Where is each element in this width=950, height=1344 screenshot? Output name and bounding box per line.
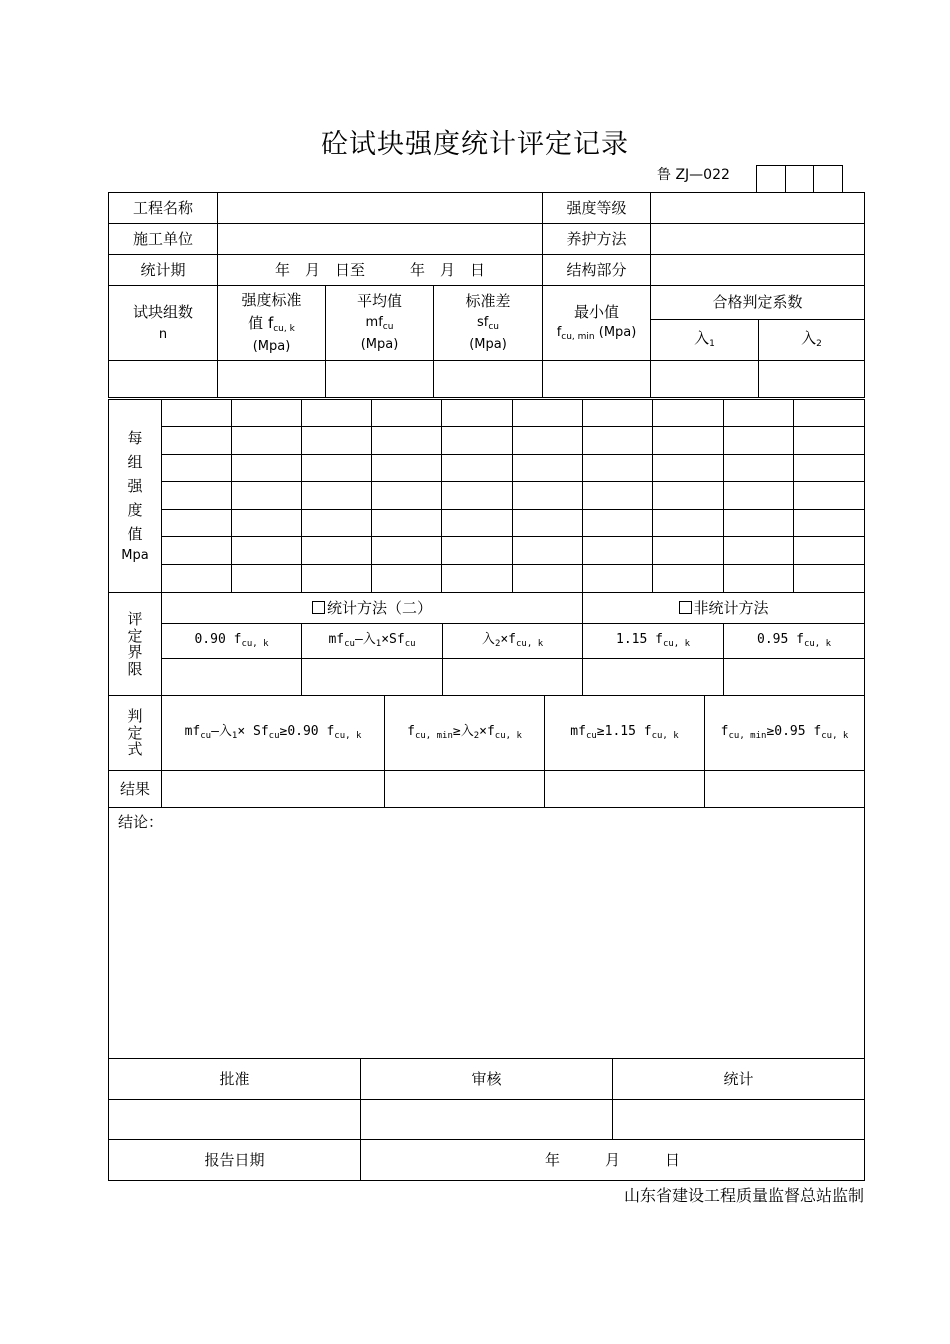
strength-cell[interactable] — [232, 510, 302, 537]
std-value-symbol: 值 f — [248, 313, 274, 332]
formula-text: mf — [570, 723, 586, 739]
formula-text: mf — [184, 723, 201, 739]
footer-issuer: 山东省建设工程质量监督总站监制 — [623, 1186, 864, 1205]
strength-cell[interactable] — [513, 565, 583, 593]
lambda2-symbol: 入 — [801, 329, 817, 348]
nonstat-method-label: 非统计方法 — [693, 598, 769, 617]
limit-text: 入 — [481, 631, 495, 647]
groups-value[interactable] — [109, 361, 218, 398]
strength-cell[interactable] — [232, 565, 302, 593]
strength-cell[interactable] — [513, 482, 583, 510]
std-dev-value[interactable] — [434, 361, 543, 398]
strength-cell[interactable] — [442, 427, 513, 455]
stat-method-label: 统计方法（二） — [327, 598, 433, 617]
form-code: 鲁 ZJ—022 — [657, 167, 730, 183]
result-label: 结果 — [109, 771, 162, 808]
strength-cell[interactable] — [442, 565, 513, 593]
strength-cell[interactable] — [162, 400, 232, 427]
strength-cell[interactable] — [232, 427, 302, 455]
strength-cell[interactable] — [162, 427, 232, 455]
limit-lambda2-header — [443, 624, 583, 659]
report-date-value: 年 月 日 — [544, 1150, 680, 1169]
limit-value-cell[interactable] — [162, 659, 302, 696]
formula-text: ≥0.90 f — [279, 723, 335, 739]
formula-subscript: cu, min — [414, 730, 453, 741]
stat-period-field[interactable] — [218, 255, 543, 286]
minimum-value[interactable] — [543, 361, 651, 398]
strength-cell[interactable] — [653, 537, 724, 565]
strength-label-char: 每 — [127, 428, 143, 447]
lambda2-header — [759, 320, 865, 361]
strength-cell[interactable] — [372, 482, 442, 510]
strength-cell[interactable] — [794, 455, 865, 482]
strength-cell[interactable] — [583, 510, 653, 537]
strength-cell[interactable] — [653, 565, 724, 593]
average-header — [326, 286, 434, 361]
judgement-label-char: 式 — [127, 740, 143, 759]
limit-value-cell[interactable] — [443, 659, 583, 696]
lambda2-value[interactable] — [759, 361, 865, 398]
approve-label: 批准 — [109, 1059, 361, 1100]
limit-value-cell[interactable] — [583, 659, 724, 696]
strength-cell[interactable] — [724, 455, 794, 482]
minimum-header — [543, 286, 651, 361]
std-dev-label: 标准差 — [465, 292, 511, 311]
strength-cell[interactable] — [794, 400, 865, 427]
strength-cell[interactable] — [302, 537, 372, 565]
limits-table — [108, 592, 865, 696]
std-value-header — [218, 286, 326, 361]
std-dev-unit: (Mpa) — [469, 337, 507, 353]
strength-label-char: 值 — [127, 524, 143, 543]
result-cell[interactable] — [385, 771, 545, 808]
formula-subscript: cu — [200, 730, 212, 741]
limit-text: 1.15 f — [616, 631, 663, 647]
strength-cell[interactable] — [162, 565, 232, 593]
strength-cell[interactable] — [302, 400, 372, 427]
strength-cell[interactable] — [583, 565, 653, 593]
strength-cell[interactable] — [372, 565, 442, 593]
strength-cell[interactable] — [302, 455, 372, 482]
strength-label-char: 强 — [127, 476, 143, 495]
construction-unit-field[interactable] — [218, 224, 543, 255]
strength-cell[interactable] — [302, 565, 372, 593]
limit-text: 0.95 f — [757, 631, 804, 647]
conclusion-field[interactable] — [109, 808, 865, 1059]
limit-subscript: 2 — [494, 638, 501, 649]
judgement-table — [108, 695, 865, 1059]
std-dev-subscript: cu — [488, 322, 500, 333]
formula-text: —入 — [211, 723, 232, 739]
strength-cell[interactable] — [583, 537, 653, 565]
strength-cell[interactable] — [372, 427, 442, 455]
statistics-label: 统计 — [613, 1059, 865, 1100]
strength-cell[interactable] — [302, 510, 372, 537]
strength-cell[interactable] — [653, 400, 724, 427]
judgement-label — [109, 696, 162, 771]
limit-mfcu-header — [302, 624, 443, 659]
lambda1-symbol: 入 — [694, 329, 710, 348]
average-label: 平均值 — [356, 292, 402, 311]
strength-cell[interactable] — [653, 510, 724, 537]
formula-text: ≥0.95 f — [766, 723, 822, 739]
strength-cell[interactable] — [724, 400, 794, 427]
std-value-value[interactable] — [218, 361, 326, 398]
limit-text: —入 — [354, 631, 376, 647]
minimum-unit: (Mpa) — [594, 325, 637, 341]
strength-cell[interactable] — [442, 455, 513, 482]
strength-grade-field[interactable] — [651, 193, 865, 224]
conclusion-label: 结论： — [118, 813, 164, 831]
limit-text: 0.90 f — [194, 631, 242, 647]
limit-subscript: cu, k — [803, 638, 832, 649]
minimum-subscript: cu, min — [561, 332, 595, 343]
strength-cell[interactable] — [162, 455, 232, 482]
result-cell[interactable] — [162, 771, 385, 808]
strength-cell[interactable] — [232, 455, 302, 482]
average-symbol: mf — [365, 315, 383, 331]
strength-cell[interactable] — [583, 455, 653, 482]
project-name-field[interactable] — [218, 193, 543, 224]
std-dev-header — [434, 286, 543, 361]
std-dev-symbol: sf — [477, 315, 489, 331]
curing-method-field[interactable] — [651, 224, 865, 255]
limit-subscript: cu, k — [662, 638, 691, 649]
std-value-subscript: cu, k — [273, 323, 295, 334]
statistics-signature[interactable] — [613, 1100, 865, 1140]
limit-subscript: cu — [344, 638, 355, 649]
strength-cell[interactable] — [724, 510, 794, 537]
structure-part-field[interactable] — [651, 255, 865, 286]
formula-text: f — [720, 723, 729, 739]
strength-cell[interactable] — [513, 455, 583, 482]
limit-text: mf — [328, 631, 345, 647]
strength-cell[interactable] — [442, 510, 513, 537]
minimum-label: 最小值 — [574, 302, 620, 321]
limit-value-cell[interactable] — [724, 659, 865, 696]
average-unit: (Mpa) — [360, 337, 399, 353]
average-value[interactable] — [326, 361, 434, 398]
strength-cell[interactable] — [653, 427, 724, 455]
report-date-field[interactable] — [361, 1140, 865, 1181]
strength-label-char: 度 — [127, 500, 143, 519]
strength-cell[interactable] — [794, 427, 865, 455]
strength-cell[interactable] — [653, 455, 724, 482]
strength-label-unit: Mpa — [121, 547, 149, 563]
strength-cell[interactable] — [232, 537, 302, 565]
formula-text: ×f — [479, 723, 495, 739]
strength-cell[interactable] — [583, 427, 653, 455]
strength-label-char: 组 — [127, 452, 143, 471]
limit-090-header — [162, 624, 302, 659]
nonstat-method-checkbox[interactable] — [679, 601, 692, 614]
stat-period-value: 年 月 日至 年 月 日 — [275, 260, 486, 279]
formula-subscript: 1 — [231, 730, 238, 741]
groups-header — [109, 286, 218, 361]
groups-symbol: n — [158, 327, 168, 343]
strength-cell[interactable] — [302, 482, 372, 510]
stat-method-checkbox[interactable] — [312, 601, 325, 614]
limits-label-char: 界 — [127, 643, 143, 661]
limits-label — [109, 593, 162, 696]
strength-cell[interactable] — [513, 537, 583, 565]
strength-cell[interactable] — [653, 482, 724, 510]
project-name-label: 工程名称 — [109, 193, 218, 224]
groups-label: 试块组数 — [132, 302, 193, 321]
strength-cell[interactable] — [513, 400, 583, 427]
code-box[interactable] — [785, 165, 814, 192]
limits-label-char: 限 — [127, 659, 143, 678]
limit-value-cell[interactable] — [302, 659, 443, 696]
strength-cell[interactable] — [724, 427, 794, 455]
review-label: 审核 — [361, 1059, 613, 1100]
formula-subscript: 2 — [473, 730, 480, 741]
approve-signature[interactable] — [109, 1100, 361, 1140]
construction-unit-label: 施工单位 — [109, 224, 218, 255]
strength-cell[interactable] — [442, 482, 513, 510]
judge-formula-3 — [545, 696, 705, 771]
strength-cell[interactable] — [794, 537, 865, 565]
curing-method-label: 养护方法 — [543, 224, 651, 255]
strength-cell[interactable] — [794, 565, 865, 593]
strength-cell[interactable] — [724, 537, 794, 565]
coefficient-header: 合格判定系数 — [651, 286, 865, 320]
formula-text: × Sf — [237, 723, 269, 739]
formula-subscript: cu, k — [821, 730, 849, 741]
strength-cell[interactable] — [162, 482, 232, 510]
result-cell[interactable] — [545, 771, 705, 808]
judge-formula-4 — [705, 696, 865, 771]
strength-cell[interactable] — [372, 400, 442, 427]
formula-subscript: cu, k — [651, 730, 679, 741]
lambda1-value[interactable] — [651, 361, 759, 398]
stat-period-label: 统计期 — [109, 255, 218, 286]
code-box[interactable] — [756, 165, 786, 192]
strength-cell[interactable] — [583, 400, 653, 427]
review-signature[interactable] — [361, 1100, 613, 1140]
signoff-table — [108, 1058, 865, 1181]
structure-part-label: 结构部分 — [543, 255, 651, 286]
limit-text: ×Sf — [381, 631, 405, 647]
limit-115-header — [583, 624, 724, 659]
strength-cell[interactable] — [442, 400, 513, 427]
nonstat-method-option[interactable] — [583, 593, 865, 624]
strength-cell[interactable] — [372, 510, 442, 537]
limit-subscript: cu, k — [241, 638, 269, 649]
std-value-unit: (Mpa) — [252, 338, 291, 354]
average-subscript: cu — [382, 322, 394, 333]
report-date-label: 报告日期 — [109, 1140, 361, 1181]
limits-label-char: 定 — [127, 626, 143, 645]
strength-cell[interactable] — [232, 482, 302, 510]
limit-subscript: cu, k — [516, 638, 544, 649]
strength-cell[interactable] — [724, 482, 794, 510]
strength-cell[interactable] — [794, 482, 865, 510]
lambda1-subscript: 1 — [709, 339, 715, 350]
code-box[interactable] — [813, 165, 843, 192]
judge-formula-1 — [162, 696, 385, 771]
strength-cell[interactable] — [513, 510, 583, 537]
strength-cell[interactable] — [442, 537, 513, 565]
strength-values-label — [109, 400, 162, 593]
limit-subscript: 1 — [375, 638, 382, 649]
strength-cell[interactable] — [162, 537, 232, 565]
limit-text: ×f — [500, 631, 517, 647]
formula-subscript: cu, min — [728, 730, 767, 741]
judgement-label-char: 定 — [127, 723, 143, 742]
limit-subscript: cu — [404, 638, 416, 649]
strength-grade-label: 强度等级 — [543, 193, 651, 224]
info-table — [108, 192, 865, 398]
formula-subscript: cu, k — [334, 730, 362, 741]
lambda1-header — [651, 320, 759, 361]
strength-grid — [108, 399, 865, 593]
stat-method-option[interactable] — [162, 593, 583, 624]
page-title: 砼试块强度统计评定记录 — [321, 129, 629, 160]
strength-cell[interactable] — [302, 427, 372, 455]
formula-text: ≥入 — [452, 723, 474, 739]
formula-text: ≥1.15 f — [596, 723, 652, 739]
formula-text: f — [407, 723, 415, 739]
strength-cell[interactable] — [372, 537, 442, 565]
strength-cell[interactable] — [162, 510, 232, 537]
strength-cell[interactable] — [583, 482, 653, 510]
limit-095-header — [724, 624, 865, 659]
limits-label-char: 评 — [127, 610, 143, 628]
formula-subscript: cu, k — [494, 730, 522, 741]
judgement-label-char: 判 — [127, 707, 143, 726]
std-value-label: 强度标准 — [241, 290, 302, 309]
strength-cell[interactable] — [724, 565, 794, 593]
strength-cell[interactable] — [513, 427, 583, 455]
strength-cell[interactable] — [372, 455, 442, 482]
strength-cell[interactable] — [794, 510, 865, 537]
formula-subscript: cu — [268, 730, 280, 741]
formula-subscript: cu — [585, 730, 597, 741]
minimum-symbol: f — [556, 325, 562, 341]
lambda2-subscript: 2 — [816, 339, 822, 350]
strength-cell[interactable] — [232, 400, 302, 427]
result-cell[interactable] — [705, 771, 865, 808]
judge-formula-2 — [385, 696, 545, 771]
